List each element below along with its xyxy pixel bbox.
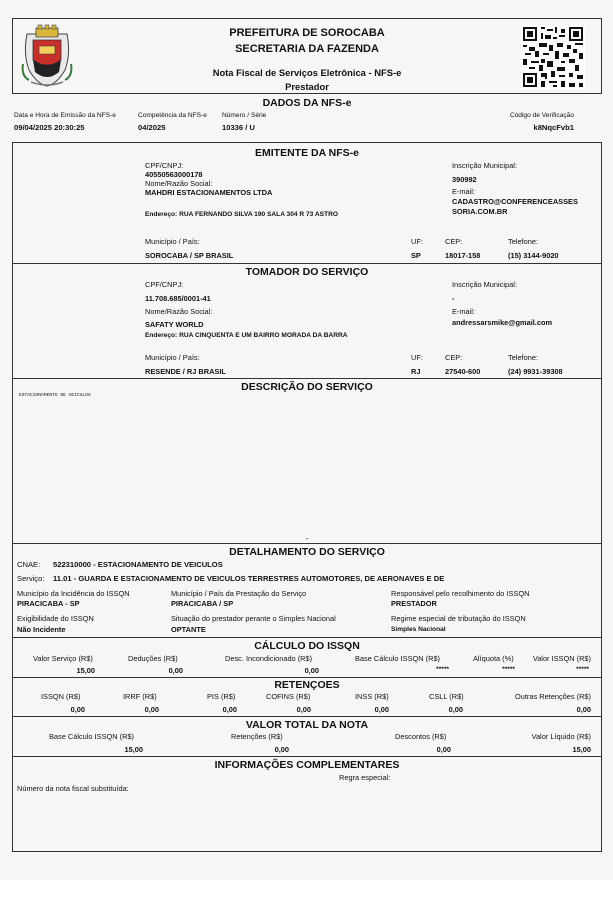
emitente-cpf-label: CPF/CNPJ: <box>145 161 184 170</box>
emitente-tel-value: (15) 3144-9020 <box>508 251 559 260</box>
total-desc-label: Descontos (R$) <box>395 732 447 741</box>
total-title: VALOR TOTAL DA NOTA <box>245 719 369 731</box>
tomador-email-value: andressarsmike@gmail.com <box>452 318 553 327</box>
mun-incidencia-label: Município da Incidência do ISSQN <box>17 589 130 598</box>
emitente-email-line2: SORIA.COM.BR <box>452 207 508 216</box>
servico-label: Serviço: <box>17 574 45 583</box>
emitente-insc-label: Inscrição Municipal: <box>452 161 517 170</box>
mun-prestacao-value: PIRACICABA / SP <box>171 599 234 608</box>
header-box <box>12 18 602 94</box>
valor-issqn-label: Valor ISSQN (R$) <box>532 654 591 663</box>
divider-total <box>13 716 601 717</box>
competencia-label: Competência da NFS-e <box>138 112 207 119</box>
descricao-text: ESTACIONAMENTO DE VEICULOS <box>19 393 91 398</box>
deducoes-value: 0,00 <box>168 666 183 675</box>
total-base-label: Base Cálculo ISSQN (R$) <box>49 732 135 741</box>
city-hall-title: PREFEITURA DE SOROCABA <box>229 27 385 39</box>
ret-outras-value: 0,00 <box>576 705 591 714</box>
deducoes-label: Deduções (R$) <box>128 654 178 663</box>
tomador-mun-value: RESENDE / RJ BRASIL <box>145 367 226 376</box>
total-liquido-value: 15,00 <box>572 745 591 754</box>
tomador-email-label: E-mail: <box>452 307 475 316</box>
tomador-insc-label: Inscrição Municipal: <box>452 280 517 289</box>
ret-cofins-value: 0,00 <box>296 705 311 714</box>
descricao-title: DESCRIÇÃO DO SERVIÇO <box>241 381 373 393</box>
emitente-cep-label: CEP: <box>445 237 463 246</box>
tomador-title: TOMADOR DO SERVIÇO <box>245 266 369 278</box>
situacao-value: OPTANTE <box>171 625 206 634</box>
numero-value: 10336 / U <box>222 123 255 132</box>
valor-servico-value: 15,00 <box>76 666 95 675</box>
ret-csll-value: 0,00 <box>448 705 463 714</box>
competencia-value: 04/2025 <box>138 123 166 132</box>
divider-calculo <box>13 637 601 638</box>
ret-pis-value: 0,00 <box>222 705 237 714</box>
emitente-endereco: Endereço: RUA FERNANDO SILVA 190 SALA 304 R 73 ASTRO <box>145 211 338 218</box>
tomador-cep-label: CEP: <box>445 353 463 362</box>
cnae-label: CNAE: <box>17 560 41 569</box>
dados-title: DADOS DA NFS-e <box>262 97 352 109</box>
codigo-label: Código de Verificação <box>509 112 574 119</box>
tomador-insc-value: - <box>452 294 455 303</box>
emitente-email-line1: CADASTRO@CONFERENCEASSES <box>452 197 578 206</box>
aliquota-value: ***** <box>502 666 515 673</box>
qr-code-icon <box>521 25 585 89</box>
emitente-email-label: E-mail: <box>452 187 475 196</box>
emitente-uf-value: SP <box>411 251 421 260</box>
divider-tomador <box>13 263 601 264</box>
valor-servico-label: Valor Serviço (R$) <box>33 654 93 663</box>
ret-csll-label: CSLL (R$) <box>429 692 464 701</box>
situacao-label: Situação do prestador perante o Simples Nacional <box>171 614 336 623</box>
exigibilidade-label: Exigibilidade do ISSQN <box>17 614 94 623</box>
numero-label: Número / Série <box>222 112 267 119</box>
divider-detalhamento <box>13 543 601 544</box>
base-calculo-value: ***** <box>436 666 449 673</box>
document-subtitle: Prestador <box>285 81 329 92</box>
mun-incidencia-value: PIRACICABA - SP <box>17 599 80 608</box>
emitente-nome-label: Nome/Razão Social: <box>145 179 213 188</box>
info-title: INFORMAÇÕES COMPLEMENTARES <box>214 759 400 771</box>
emitente-tel-label: Telefone: <box>508 237 538 246</box>
tomador-cep-value: 27540-600 <box>445 367 481 376</box>
emitente-mun-label: Município / País: <box>145 237 200 246</box>
ret-inss-value: 0,00 <box>374 705 389 714</box>
responsavel-value: PRESTADOR <box>391 599 437 608</box>
tomador-cpf-value: 11.708.685/0001-41 <box>145 294 211 303</box>
tomador-mun-label: Município / País: <box>145 353 200 362</box>
tomador-nome-label: Nome/Razão Social: <box>145 307 213 316</box>
emitente-cep-value: 18017-158 <box>445 251 481 260</box>
tomador-nome-value: SAFATY WORLD <box>145 320 204 329</box>
ret-inss-label: INSS (R$) <box>355 692 389 701</box>
exigibilidade-value: Não Incidente <box>17 625 66 634</box>
nfse-document <box>12 18 602 852</box>
tomador-cpf-label: CPF/CNPJ: <box>145 280 184 289</box>
total-ret-value: 0,00 <box>274 745 289 754</box>
regime-label: Regime especial de tributação do ISSQN <box>391 614 526 623</box>
ret-pis-label: PIS (R$) <box>207 692 236 701</box>
emissao-value: 09/04/2025 20:30:25 <box>14 123 85 132</box>
regra-especial-label: Regra especial: <box>339 773 391 782</box>
divider-retencoes <box>13 677 601 678</box>
servico-value: 11.01 - GUARDA E ESTACIONAMENTO DE VEICULOS TERRESTRES AUTOMOTORES, DE AERONAVES E DE <box>53 574 445 583</box>
document-title: Nota Fiscal de Serviços Eletrônica - NFS-e <box>212 67 402 78</box>
emitente-uf-label: UF: <box>411 237 423 246</box>
emissao-label: Data e Hora de Emissão da NFS-e <box>14 112 116 119</box>
total-base-value: 15,00 <box>124 745 143 754</box>
retencoes-title: RETENÇOES <box>274 679 340 691</box>
detalhamento-title: DETALHAMENTO DO SERVIÇO <box>229 546 385 558</box>
aliquota-label: Alíquota (%) <box>473 654 514 663</box>
ret-irrf-label: IRRF (R$) <box>123 692 157 701</box>
main-box <box>12 142 602 852</box>
emitente-nome-value: MAHDRI ESTACIONAMENTOS LTDA <box>145 188 273 197</box>
nota-substituida-label: Número da nota fiscal substituída: <box>17 784 129 793</box>
base-calculo-label: Base Cálculo ISSQN (R$) <box>355 654 441 663</box>
emitente-cpf-value: 40550563000178 <box>145 170 203 179</box>
department-title: SECRETARIA DA FAZENDA <box>235 43 379 55</box>
regime-value: Simples Nacional <box>391 626 446 633</box>
descricao-dash: - <box>305 534 309 543</box>
total-liquido-label: Valor Líquido (R$) <box>531 732 591 741</box>
tomador-uf-value: RJ <box>411 367 421 376</box>
emitente-insc-value: 390992 <box>452 175 477 184</box>
divider-info <box>13 756 601 757</box>
codigo-value: k8NqcFvb1 <box>533 123 574 132</box>
total-desc-value: 0,00 <box>436 745 451 754</box>
ret-cofins-label: COFINS (R$) <box>266 692 311 701</box>
responsavel-label: Responsável pelo recolhimento do ISSQN <box>391 589 530 598</box>
ret-issqn-label: ISSQN (R$) <box>41 692 81 701</box>
mun-prestacao-label: Município / País da Prestação do Serviço <box>171 589 307 598</box>
tomador-tel-value: (24) 9931-39308 <box>508 367 563 376</box>
tomador-uf-label: UF: <box>411 353 423 362</box>
desc-incond-value: 0,00 <box>304 666 319 675</box>
divider-descricao <box>13 378 601 379</box>
cnae-value: 522310000 - ESTACIONAMENTO DE VEICULOS <box>53 560 223 569</box>
emitente-mun-value: SOROCABA / SP BRASIL <box>145 251 234 260</box>
ret-issqn-value: 0,00 <box>70 705 85 714</box>
ret-irrf-value: 0,00 <box>144 705 159 714</box>
emitente-title: EMITENTE DA NFS-e <box>254 147 360 159</box>
tomador-tel-label: Telefone: <box>508 353 538 362</box>
valor-issqn-value: ***** <box>576 666 589 673</box>
total-ret-label: Retenções (R$) <box>231 732 283 741</box>
tomador-endereco: Endereço: RUA CINQUENTA E UM BAIRRO MORADA DA BARRA <box>145 332 348 339</box>
ret-outras-label: Outras Retenções (R$) <box>515 692 591 701</box>
desc-incond-label: Desc. Incondicionado (R$) <box>225 654 313 663</box>
calculo-title: CÁLCULO DO ISSQN <box>254 640 360 652</box>
